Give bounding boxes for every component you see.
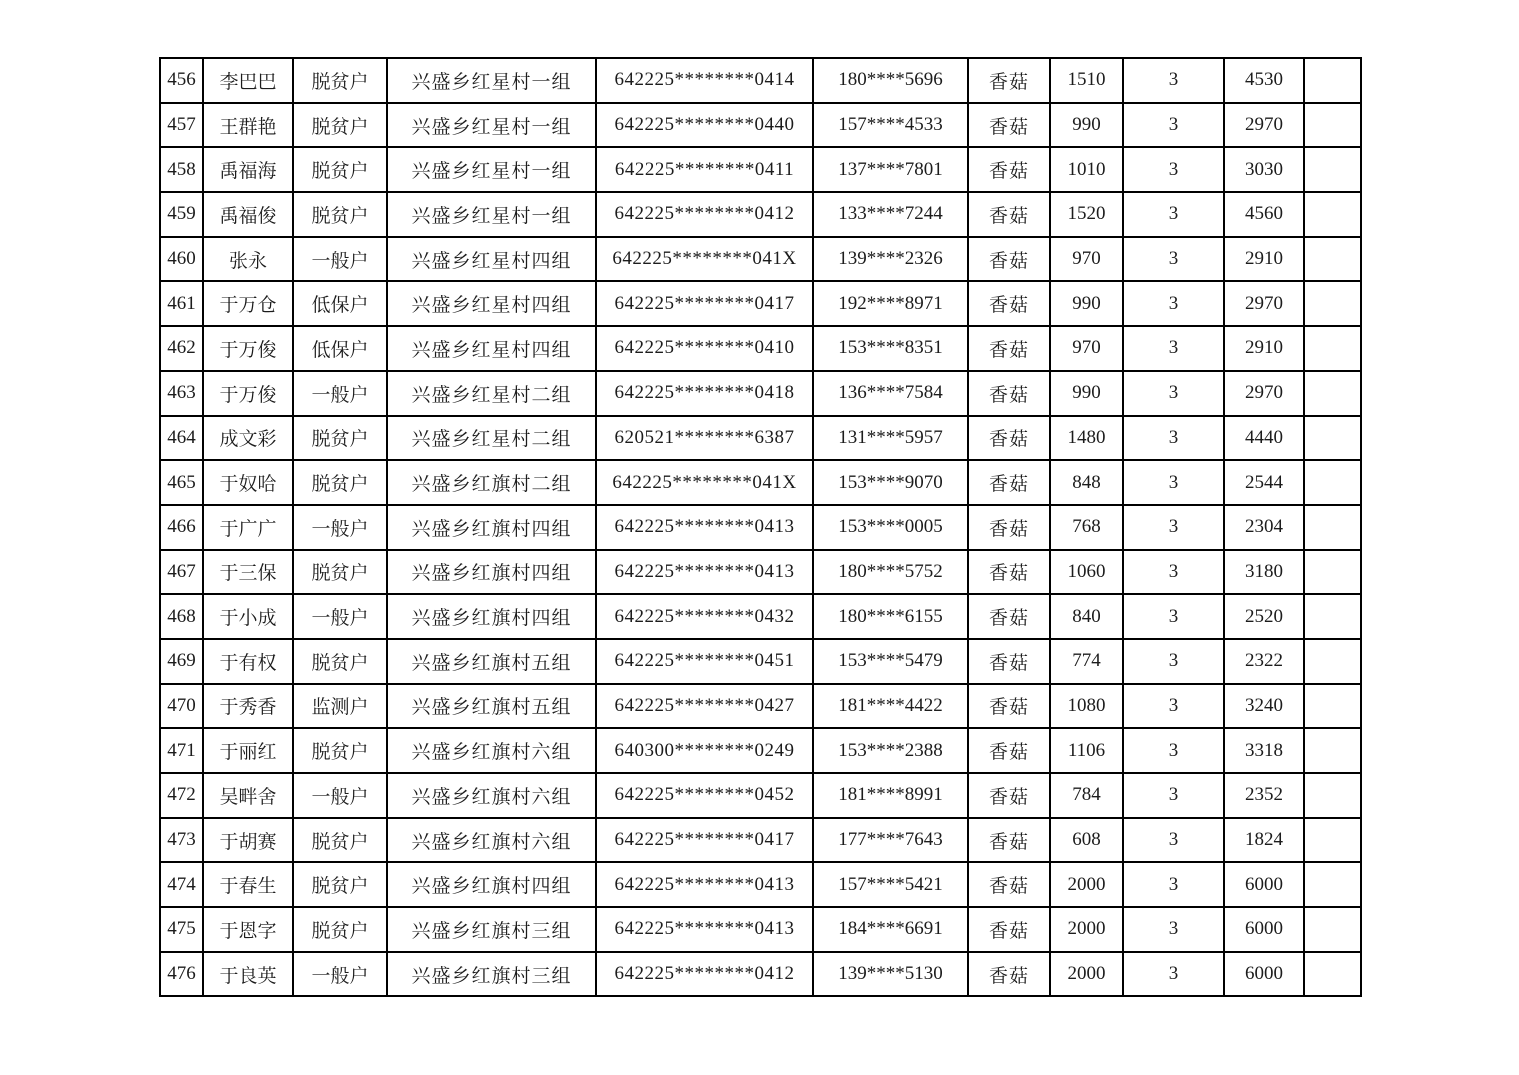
cell-blank — [1304, 237, 1361, 282]
cell-village-group: 兴盛乡红星村二组 — [387, 371, 596, 416]
cell-blank — [1304, 416, 1361, 461]
cell-village-group: 兴盛乡红旗村六组 — [387, 818, 596, 863]
table-row — [160, 192, 1361, 237]
cell-phone: 157****4533 — [813, 103, 968, 148]
cell-name: 于胡赛 — [203, 818, 293, 863]
cell-product: 香菇 — [968, 952, 1050, 997]
cell-index: 474 — [160, 862, 203, 907]
cell-amount: 6000 — [1224, 862, 1304, 907]
table-row — [160, 773, 1361, 818]
cell-quantity: 848 — [1050, 460, 1123, 505]
cell-index: 469 — [160, 639, 203, 684]
cell-product: 香菇 — [968, 281, 1050, 326]
cell-village-group: 兴盛乡红旗村二组 — [387, 460, 596, 505]
cell-phone: 180****6155 — [813, 594, 968, 639]
cell-quantity: 1080 — [1050, 684, 1123, 729]
cell-index: 470 — [160, 684, 203, 729]
table-row — [160, 684, 1361, 729]
cell-quantity: 1510 — [1050, 58, 1123, 103]
cell-index: 458 — [160, 147, 203, 192]
cell-household-type: 脱贫户 — [293, 103, 387, 148]
cell-product: 香菇 — [968, 550, 1050, 595]
cell-product: 香菇 — [968, 684, 1050, 729]
cell-id-number: 642225********0412 — [596, 952, 813, 997]
cell-amount: 2970 — [1224, 281, 1304, 326]
cell-index: 464 — [160, 416, 203, 461]
cell-blank — [1304, 907, 1361, 952]
cell-blank — [1304, 862, 1361, 907]
cell-household-type: 脱贫户 — [293, 639, 387, 684]
cell-phone: 136****7584 — [813, 371, 968, 416]
cell-quantity: 784 — [1050, 773, 1123, 818]
cell-village-group: 兴盛乡红旗村五组 — [387, 639, 596, 684]
cell-blank — [1304, 594, 1361, 639]
cell-amount: 3318 — [1224, 728, 1304, 773]
document-sheet — [159, 57, 1362, 997]
cell-blank — [1304, 371, 1361, 416]
cell-phone: 180****5696 — [813, 58, 968, 103]
cell-blank — [1304, 684, 1361, 729]
cell-quantity: 2000 — [1050, 952, 1123, 997]
cell-name: 禹福俊 — [203, 192, 293, 237]
cell-unit-price: 3 — [1123, 58, 1224, 103]
cell-blank — [1304, 460, 1361, 505]
cell-product: 香菇 — [968, 58, 1050, 103]
cell-village-group: 兴盛乡红旗村三组 — [387, 952, 596, 997]
cell-index: 462 — [160, 326, 203, 371]
cell-quantity: 1520 — [1050, 192, 1123, 237]
cell-village-group: 兴盛乡红旗村三组 — [387, 907, 596, 952]
cell-product: 香菇 — [968, 728, 1050, 773]
cell-id-number: 642225********0414 — [596, 58, 813, 103]
cell-quantity: 1010 — [1050, 147, 1123, 192]
cell-village-group: 兴盛乡红旗村六组 — [387, 773, 596, 818]
table-row — [160, 907, 1361, 952]
cell-amount: 2970 — [1224, 371, 1304, 416]
cell-id-number: 642225********0411 — [596, 147, 813, 192]
cell-product: 香菇 — [968, 103, 1050, 148]
cell-unit-price: 3 — [1123, 862, 1224, 907]
cell-village-group: 兴盛乡红星村一组 — [387, 147, 596, 192]
cell-id-number: 640300********0249 — [596, 728, 813, 773]
cell-id-number: 642225********0451 — [596, 639, 813, 684]
cell-name: 于良英 — [203, 952, 293, 997]
cell-household-type: 脱贫户 — [293, 416, 387, 461]
cell-amount: 2520 — [1224, 594, 1304, 639]
cell-household-type: 一般户 — [293, 594, 387, 639]
table-row — [160, 103, 1361, 148]
cell-name: 王群艳 — [203, 103, 293, 148]
cell-index: 476 — [160, 952, 203, 997]
cell-index: 463 — [160, 371, 203, 416]
cell-unit-price: 3 — [1123, 594, 1224, 639]
cell-name: 于万仓 — [203, 281, 293, 326]
cell-quantity: 1060 — [1050, 550, 1123, 595]
cell-unit-price: 3 — [1123, 147, 1224, 192]
cell-unit-price: 3 — [1123, 281, 1224, 326]
cell-amount: 2304 — [1224, 505, 1304, 550]
cell-village-group: 兴盛乡红旗村四组 — [387, 862, 596, 907]
cell-village-group: 兴盛乡红旗村五组 — [387, 684, 596, 729]
cell-id-number: 642225********0412 — [596, 192, 813, 237]
cell-index: 459 — [160, 192, 203, 237]
cell-amount: 6000 — [1224, 952, 1304, 997]
cell-index: 465 — [160, 460, 203, 505]
cell-name: 禹福海 — [203, 147, 293, 192]
cell-name: 于奴哈 — [203, 460, 293, 505]
table-row — [160, 505, 1361, 550]
cell-quantity: 840 — [1050, 594, 1123, 639]
cell-name: 于小成 — [203, 594, 293, 639]
cell-household-type: 低保户 — [293, 326, 387, 371]
cell-quantity: 2000 — [1050, 862, 1123, 907]
cell-index: 466 — [160, 505, 203, 550]
cell-unit-price: 3 — [1123, 237, 1224, 282]
cell-unit-price: 3 — [1123, 550, 1224, 595]
table-row — [160, 416, 1361, 461]
cell-amount: 3240 — [1224, 684, 1304, 729]
table-row — [160, 639, 1361, 684]
cell-phone: 181****4422 — [813, 684, 968, 729]
cell-name: 于春生 — [203, 862, 293, 907]
cell-phone: 192****8971 — [813, 281, 968, 326]
cell-amount: 2544 — [1224, 460, 1304, 505]
cell-household-type: 脱贫户 — [293, 862, 387, 907]
cell-household-type: 脱贫户 — [293, 147, 387, 192]
cell-id-number: 642225********0417 — [596, 281, 813, 326]
cell-index: 471 — [160, 728, 203, 773]
cell-amount: 2910 — [1224, 326, 1304, 371]
cell-unit-price: 3 — [1123, 639, 1224, 684]
cell-village-group: 兴盛乡红旗村四组 — [387, 550, 596, 595]
cell-quantity: 768 — [1050, 505, 1123, 550]
cell-blank — [1304, 952, 1361, 997]
cell-product: 香菇 — [968, 371, 1050, 416]
cell-product: 香菇 — [968, 594, 1050, 639]
cell-household-type: 一般户 — [293, 952, 387, 997]
cell-name: 于丽红 — [203, 728, 293, 773]
cell-name: 成文彩 — [203, 416, 293, 461]
cell-phone: 184****6691 — [813, 907, 968, 952]
cell-name: 于有权 — [203, 639, 293, 684]
cell-name: 李巴巴 — [203, 58, 293, 103]
cell-quantity: 1106 — [1050, 728, 1123, 773]
cell-phone: 153****8351 — [813, 326, 968, 371]
table-row — [160, 58, 1361, 103]
cell-quantity: 1480 — [1050, 416, 1123, 461]
table-row — [160, 147, 1361, 192]
cell-phone: 177****7643 — [813, 818, 968, 863]
cell-blank — [1304, 326, 1361, 371]
cell-index: 456 — [160, 58, 203, 103]
cell-unit-price: 3 — [1123, 952, 1224, 997]
cell-blank — [1304, 728, 1361, 773]
cell-unit-price: 3 — [1123, 416, 1224, 461]
cell-product: 香菇 — [968, 907, 1050, 952]
cell-index: 460 — [160, 237, 203, 282]
cell-quantity: 990 — [1050, 281, 1123, 326]
cell-household-type: 一般户 — [293, 237, 387, 282]
cell-unit-price: 3 — [1123, 773, 1224, 818]
cell-product: 香菇 — [968, 639, 1050, 684]
table-row — [160, 326, 1361, 371]
cell-product: 香菇 — [968, 416, 1050, 461]
cell-household-type: 脱贫户 — [293, 728, 387, 773]
cell-amount: 4560 — [1224, 192, 1304, 237]
cell-household-type: 一般户 — [293, 371, 387, 416]
cell-index: 473 — [160, 818, 203, 863]
cell-name: 吴畔舍 — [203, 773, 293, 818]
cell-household-type: 脱贫户 — [293, 460, 387, 505]
cell-phone: 137****7801 — [813, 147, 968, 192]
cell-name: 于万俊 — [203, 371, 293, 416]
cell-unit-price: 3 — [1123, 103, 1224, 148]
cell-id-number: 620521********6387 — [596, 416, 813, 461]
cell-id-number: 642225********0417 — [596, 818, 813, 863]
cell-phone: 153****0005 — [813, 505, 968, 550]
cell-product: 香菇 — [968, 460, 1050, 505]
cell-name: 于秀香 — [203, 684, 293, 729]
cell-id-number: 642225********0418 — [596, 371, 813, 416]
cell-quantity: 990 — [1050, 103, 1123, 148]
cell-blank — [1304, 818, 1361, 863]
cell-amount: 6000 — [1224, 907, 1304, 952]
cell-quantity: 608 — [1050, 818, 1123, 863]
cell-amount: 2970 — [1224, 103, 1304, 148]
table-row — [160, 594, 1361, 639]
cell-phone: 133****7244 — [813, 192, 968, 237]
cell-product: 香菇 — [968, 505, 1050, 550]
cell-unit-price: 3 — [1123, 460, 1224, 505]
cell-blank — [1304, 773, 1361, 818]
cell-blank — [1304, 192, 1361, 237]
cell-name: 于广广 — [203, 505, 293, 550]
cell-index: 467 — [160, 550, 203, 595]
cell-household-type: 低保户 — [293, 281, 387, 326]
cell-product: 香菇 — [968, 326, 1050, 371]
cell-household-type: 脱贫户 — [293, 818, 387, 863]
cell-household-type: 脱贫户 — [293, 58, 387, 103]
cell-unit-price: 3 — [1123, 907, 1224, 952]
cell-id-number: 642225********0440 — [596, 103, 813, 148]
cell-quantity: 970 — [1050, 326, 1123, 371]
table-row — [160, 371, 1361, 416]
cell-unit-price: 3 — [1123, 326, 1224, 371]
table-row — [160, 550, 1361, 595]
cell-product: 香菇 — [968, 773, 1050, 818]
cell-index: 475 — [160, 907, 203, 952]
cell-id-number: 642225********0413 — [596, 862, 813, 907]
cell-index: 461 — [160, 281, 203, 326]
cell-name: 张永 — [203, 237, 293, 282]
table-row — [160, 952, 1361, 997]
cell-phone: 153****5479 — [813, 639, 968, 684]
cell-phone: 153****9070 — [813, 460, 968, 505]
cell-household-type: 一般户 — [293, 773, 387, 818]
cell-household-type: 一般户 — [293, 505, 387, 550]
cell-quantity: 2000 — [1050, 907, 1123, 952]
cell-phone: 181****8991 — [813, 773, 968, 818]
cell-quantity: 970 — [1050, 237, 1123, 282]
cell-id-number: 642225********041X — [596, 460, 813, 505]
cell-household-type: 监测户 — [293, 684, 387, 729]
cell-unit-price: 3 — [1123, 728, 1224, 773]
cell-phone: 157****5421 — [813, 862, 968, 907]
table-row — [160, 862, 1361, 907]
cell-product: 香菇 — [968, 192, 1050, 237]
cell-amount: 4530 — [1224, 58, 1304, 103]
cell-household-type: 脱贫户 — [293, 907, 387, 952]
cell-blank — [1304, 281, 1361, 326]
cell-amount: 4440 — [1224, 416, 1304, 461]
cell-household-type: 脱贫户 — [293, 192, 387, 237]
table-body — [160, 58, 1361, 996]
cell-name: 于三保 — [203, 550, 293, 595]
cell-amount: 3030 — [1224, 147, 1304, 192]
cell-quantity: 774 — [1050, 639, 1123, 684]
cell-index: 468 — [160, 594, 203, 639]
table-row — [160, 281, 1361, 326]
cell-name: 于恩字 — [203, 907, 293, 952]
cell-amount: 2352 — [1224, 773, 1304, 818]
cell-product: 香菇 — [968, 862, 1050, 907]
cell-index: 472 — [160, 773, 203, 818]
cell-blank — [1304, 103, 1361, 148]
table-row — [160, 818, 1361, 863]
cell-id-number: 642225********0413 — [596, 907, 813, 952]
cell-id-number: 642225********0432 — [596, 594, 813, 639]
cell-blank — [1304, 147, 1361, 192]
cell-unit-price: 3 — [1123, 192, 1224, 237]
cell-blank — [1304, 58, 1361, 103]
cell-unit-price: 3 — [1123, 505, 1224, 550]
cell-amount: 2910 — [1224, 237, 1304, 282]
cell-amount: 1824 — [1224, 818, 1304, 863]
data-table — [159, 57, 1362, 997]
cell-village-group: 兴盛乡红星村一组 — [387, 58, 596, 103]
table-row — [160, 237, 1361, 282]
table-row — [160, 728, 1361, 773]
cell-amount: 2322 — [1224, 639, 1304, 684]
cell-blank — [1304, 505, 1361, 550]
cell-phone: 139****2326 — [813, 237, 968, 282]
cell-village-group: 兴盛乡红星村一组 — [387, 192, 596, 237]
cell-phone: 139****5130 — [813, 952, 968, 997]
cell-village-group: 兴盛乡红星村一组 — [387, 103, 596, 148]
cell-blank — [1304, 550, 1361, 595]
cell-product: 香菇 — [968, 147, 1050, 192]
cell-product: 香菇 — [968, 818, 1050, 863]
cell-id-number: 642225********0452 — [596, 773, 813, 818]
cell-blank — [1304, 639, 1361, 684]
cell-name: 于万俊 — [203, 326, 293, 371]
cell-unit-price: 3 — [1123, 818, 1224, 863]
cell-unit-price: 3 — [1123, 684, 1224, 729]
cell-village-group: 兴盛乡红星村四组 — [387, 281, 596, 326]
cell-village-group: 兴盛乡红星村二组 — [387, 416, 596, 461]
cell-id-number: 642225********0413 — [596, 550, 813, 595]
cell-product: 香菇 — [968, 237, 1050, 282]
cell-phone: 180****5752 — [813, 550, 968, 595]
cell-unit-price: 3 — [1123, 371, 1224, 416]
cell-village-group: 兴盛乡红星村四组 — [387, 326, 596, 371]
cell-household-type: 脱贫户 — [293, 550, 387, 595]
cell-village-group: 兴盛乡红星村四组 — [387, 237, 596, 282]
cell-quantity: 990 — [1050, 371, 1123, 416]
cell-village-group: 兴盛乡红旗村四组 — [387, 594, 596, 639]
cell-id-number: 642225********0410 — [596, 326, 813, 371]
cell-id-number: 642225********041X — [596, 237, 813, 282]
cell-amount: 3180 — [1224, 550, 1304, 595]
cell-village-group: 兴盛乡红旗村四组 — [387, 505, 596, 550]
cell-village-group: 兴盛乡红旗村六组 — [387, 728, 596, 773]
cell-index: 457 — [160, 103, 203, 148]
cell-id-number: 642225********0427 — [596, 684, 813, 729]
cell-phone: 131****5957 — [813, 416, 968, 461]
cell-phone: 153****2388 — [813, 728, 968, 773]
table-row — [160, 460, 1361, 505]
cell-id-number: 642225********0413 — [596, 505, 813, 550]
